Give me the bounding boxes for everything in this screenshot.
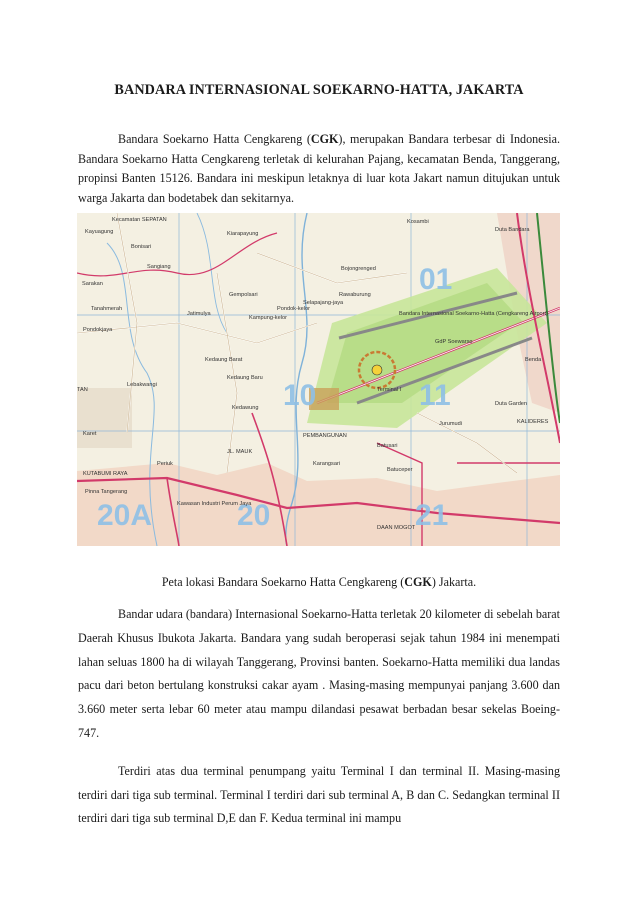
map-label: KALIDERES bbox=[517, 419, 549, 425]
map-label: Jatimulya bbox=[187, 311, 211, 317]
map-label: Terminal I bbox=[377, 387, 402, 393]
map-label: Batusari bbox=[377, 443, 398, 449]
map-label: Bandara Internasional Soekarno-Hatta (Cengkareng Airport) bbox=[399, 311, 548, 317]
map-graphic bbox=[77, 213, 560, 546]
grid-number-20: 20 bbox=[237, 499, 271, 532]
map-label: Benda bbox=[525, 357, 542, 363]
map-label: Kecamatan SEPATAN bbox=[112, 217, 167, 223]
map-label: Duta Bandara bbox=[495, 227, 530, 233]
map-label: Kosambi bbox=[407, 219, 429, 225]
map-label: Karangsari bbox=[313, 461, 341, 467]
map-label: Karet bbox=[83, 431, 97, 437]
intro-paragraph: Bandara Soekarno Hatta Cengkareng (CGK), merupakan Bandara terbesar di Indonesia. Bandara Soekarno Hatta Cengkareng terletak di kelurahan Pajang, kecamatan Benda, Tanggerang, propinsi Banten 15126. Bandara ini meskipun letaknya di luar kota Jakart namun ditujukan untuk warga Jakarta dan bodetabek dan sekitarnya. bbox=[78, 132, 560, 205]
map-label: Selapajang-jaya bbox=[303, 300, 344, 306]
map-label: JL. MAUK bbox=[227, 449, 253, 455]
map-label: Kampung-kelor bbox=[249, 315, 287, 321]
map-label: Pondokjaya bbox=[83, 327, 113, 333]
map-label: TAN bbox=[77, 387, 88, 393]
airport-location-map bbox=[77, 213, 560, 546]
map-label: Duta Garden bbox=[495, 401, 528, 407]
airport-code: CGK bbox=[310, 132, 339, 146]
map-label: Tanahmerah bbox=[91, 306, 123, 312]
map-label: Rawaburung bbox=[339, 292, 371, 298]
map-label: DAAN MOGOT bbox=[377, 525, 416, 531]
map-label: Kedaung Barat bbox=[205, 357, 243, 363]
map-label: Bojongrenged bbox=[341, 266, 376, 272]
map-label: Sangiang bbox=[147, 264, 171, 270]
map-label: Bonisari bbox=[131, 244, 152, 250]
map-caption: Peta lokasi Bandara Soekarno Hatta Cengkareng (CGK) Jakarta. bbox=[161, 575, 477, 589]
location-paragraph: Bandar udara (bandara) Internasional Soekarno-Hatta terletak 20 kilometer di sebelah barat Daerah Khusus Ibukota Jakarta. Bandara yang sudah beroperasi sejak tahun 1984 ini menempati lahan seluas 1800 ha di wilayah Tanggerang, Provinsi banten. Soekarno-Hatta memiliki dua landas pacu dari beton bertulang konstruksi cakar ayam . Masing-masing mempunyai panjang 3.600 dan 3.660 meter serta lebar 60 meter atau mampu dilandasi pesawat berbadan besar sekelas Boeing-747. bbox=[78, 607, 560, 740]
map-label: Kawasan Industri Perum Jaya bbox=[177, 501, 252, 507]
caption-airport-code: CGK bbox=[404, 575, 432, 589]
map-label: Batuceper bbox=[387, 467, 413, 473]
grid-number-20a: 20A bbox=[97, 499, 153, 532]
terminal-paragraph: Terdiri atas dua terminal penumpang yaitu Terminal I dan terminal II. Masing-masing terdiri dari tiga sub terminal. Terminal I terdiri dari sub terminal A, B dan C. Sedangkan terminal II terdiri dari tiga sub terminal D,E dan F. Kedua terminal ini mampu bbox=[78, 764, 560, 826]
map-label: GdP Soewarso bbox=[435, 339, 473, 345]
document-title: BANDARA INTERNASIONAL SOEKARNO-HATTA, JAKARTA bbox=[114, 82, 524, 98]
map-label: PEMBANGUNAN bbox=[303, 433, 347, 439]
map-label: Gempolsari bbox=[229, 292, 258, 298]
map-label: Kayuagung bbox=[85, 229, 114, 235]
map-label: Lebakwangi bbox=[127, 382, 157, 388]
map-label: Kiarapayung bbox=[227, 231, 259, 237]
grid-number-01: 01 bbox=[419, 263, 453, 296]
map-label: Pondok-kelor bbox=[277, 306, 310, 312]
map-label: Jurumudi bbox=[439, 421, 463, 427]
map-label: Pinna Tangerang bbox=[85, 489, 128, 495]
grid-number-10: 10 bbox=[283, 379, 317, 412]
map-label: Kedawung bbox=[232, 405, 259, 411]
map-label: Periuk bbox=[157, 461, 173, 467]
map-label: Sarakan bbox=[82, 281, 103, 287]
map-label: Kedaung Baru bbox=[227, 375, 263, 381]
grid-number-21: 21 bbox=[415, 499, 449, 532]
map-label: KUTABUMI RAYA bbox=[83, 471, 128, 477]
grid-number-11: 11 bbox=[419, 379, 451, 412]
